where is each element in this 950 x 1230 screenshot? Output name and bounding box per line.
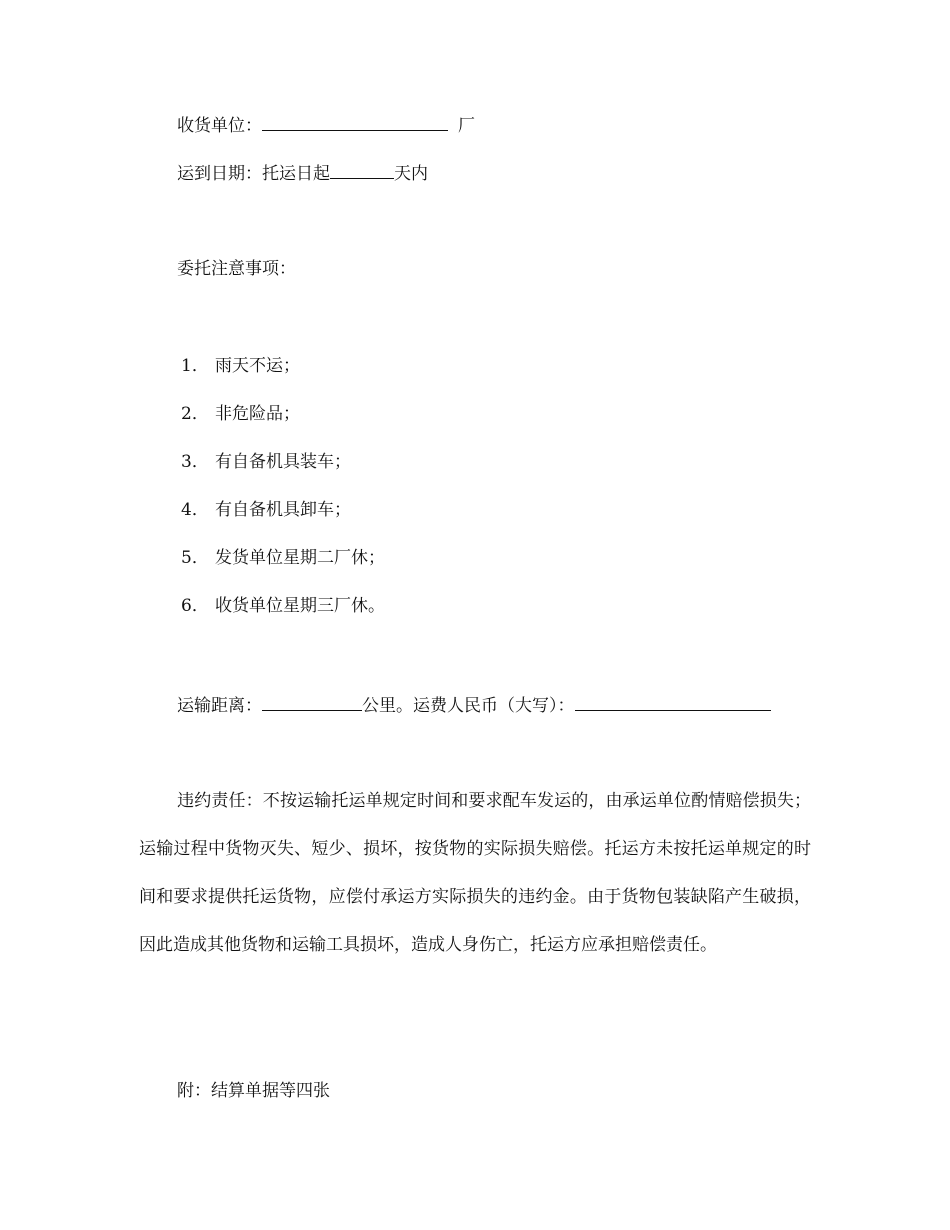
attachment-line: 附：结算单据等四张	[177, 1081, 330, 1101]
note-text: 雨天不运；	[215, 356, 300, 376]
note-item	[181, 402, 300, 426]
liability-paragraph	[139, 777, 811, 969]
note-number: 6．	[181, 596, 209, 616]
receiver-blank[interactable]	[262, 112, 448, 131]
note-item	[181, 546, 385, 570]
distance-unit: 公里。运费人民币（大写）：	[362, 696, 575, 716]
arrival-suffix: 天内	[394, 164, 428, 184]
receiver-label: 收货单位：	[177, 116, 262, 136]
note-text: 收货单位星期三厂休。	[215, 596, 385, 616]
distance-label: 运输距离：	[177, 696, 262, 716]
note-text: 有自备机具卸车；	[215, 500, 351, 520]
note-item	[181, 354, 300, 378]
note-number: 2．	[181, 404, 209, 424]
distance-line	[177, 692, 771, 718]
note-text: 有自备机具装车；	[215, 452, 351, 472]
note-number: 3．	[181, 452, 209, 472]
receiver-suffix: 厂	[458, 116, 475, 136]
notes-heading: 委托注意事项：	[177, 259, 296, 279]
arrival-days-blank[interactable]	[330, 160, 394, 179]
arrival-line	[177, 160, 428, 186]
note-number: 1．	[181, 356, 209, 376]
note-item	[181, 498, 351, 522]
arrival-label: 运到日期：托运日起	[177, 164, 330, 184]
fee-blank[interactable]	[575, 692, 771, 711]
note-number: 5．	[181, 548, 209, 568]
note-item	[181, 450, 351, 474]
receiver-line	[177, 112, 475, 138]
note-text: 非危险品；	[215, 404, 300, 424]
distance-blank[interactable]	[262, 692, 362, 711]
note-text: 发货单位星期二厂休；	[215, 548, 385, 568]
liability-text: 违约责任：不按运输托运单规定时间和要求配车发运的，由承运单位酌情赔偿损失；运输过程中货物灭失、短少、损坏，按货物的实际损失赔偿。托运方未按托运单规定的时间和要求提供托运货物，应偿付承运方实际损失的违约金。由于货物包装缺陷产生破损，因此造成其他货物和运输工具损坏，造成人身伤亡，托运方应承担赔偿责任。	[139, 791, 811, 955]
note-item	[181, 594, 385, 618]
note-number: 4．	[181, 500, 209, 520]
